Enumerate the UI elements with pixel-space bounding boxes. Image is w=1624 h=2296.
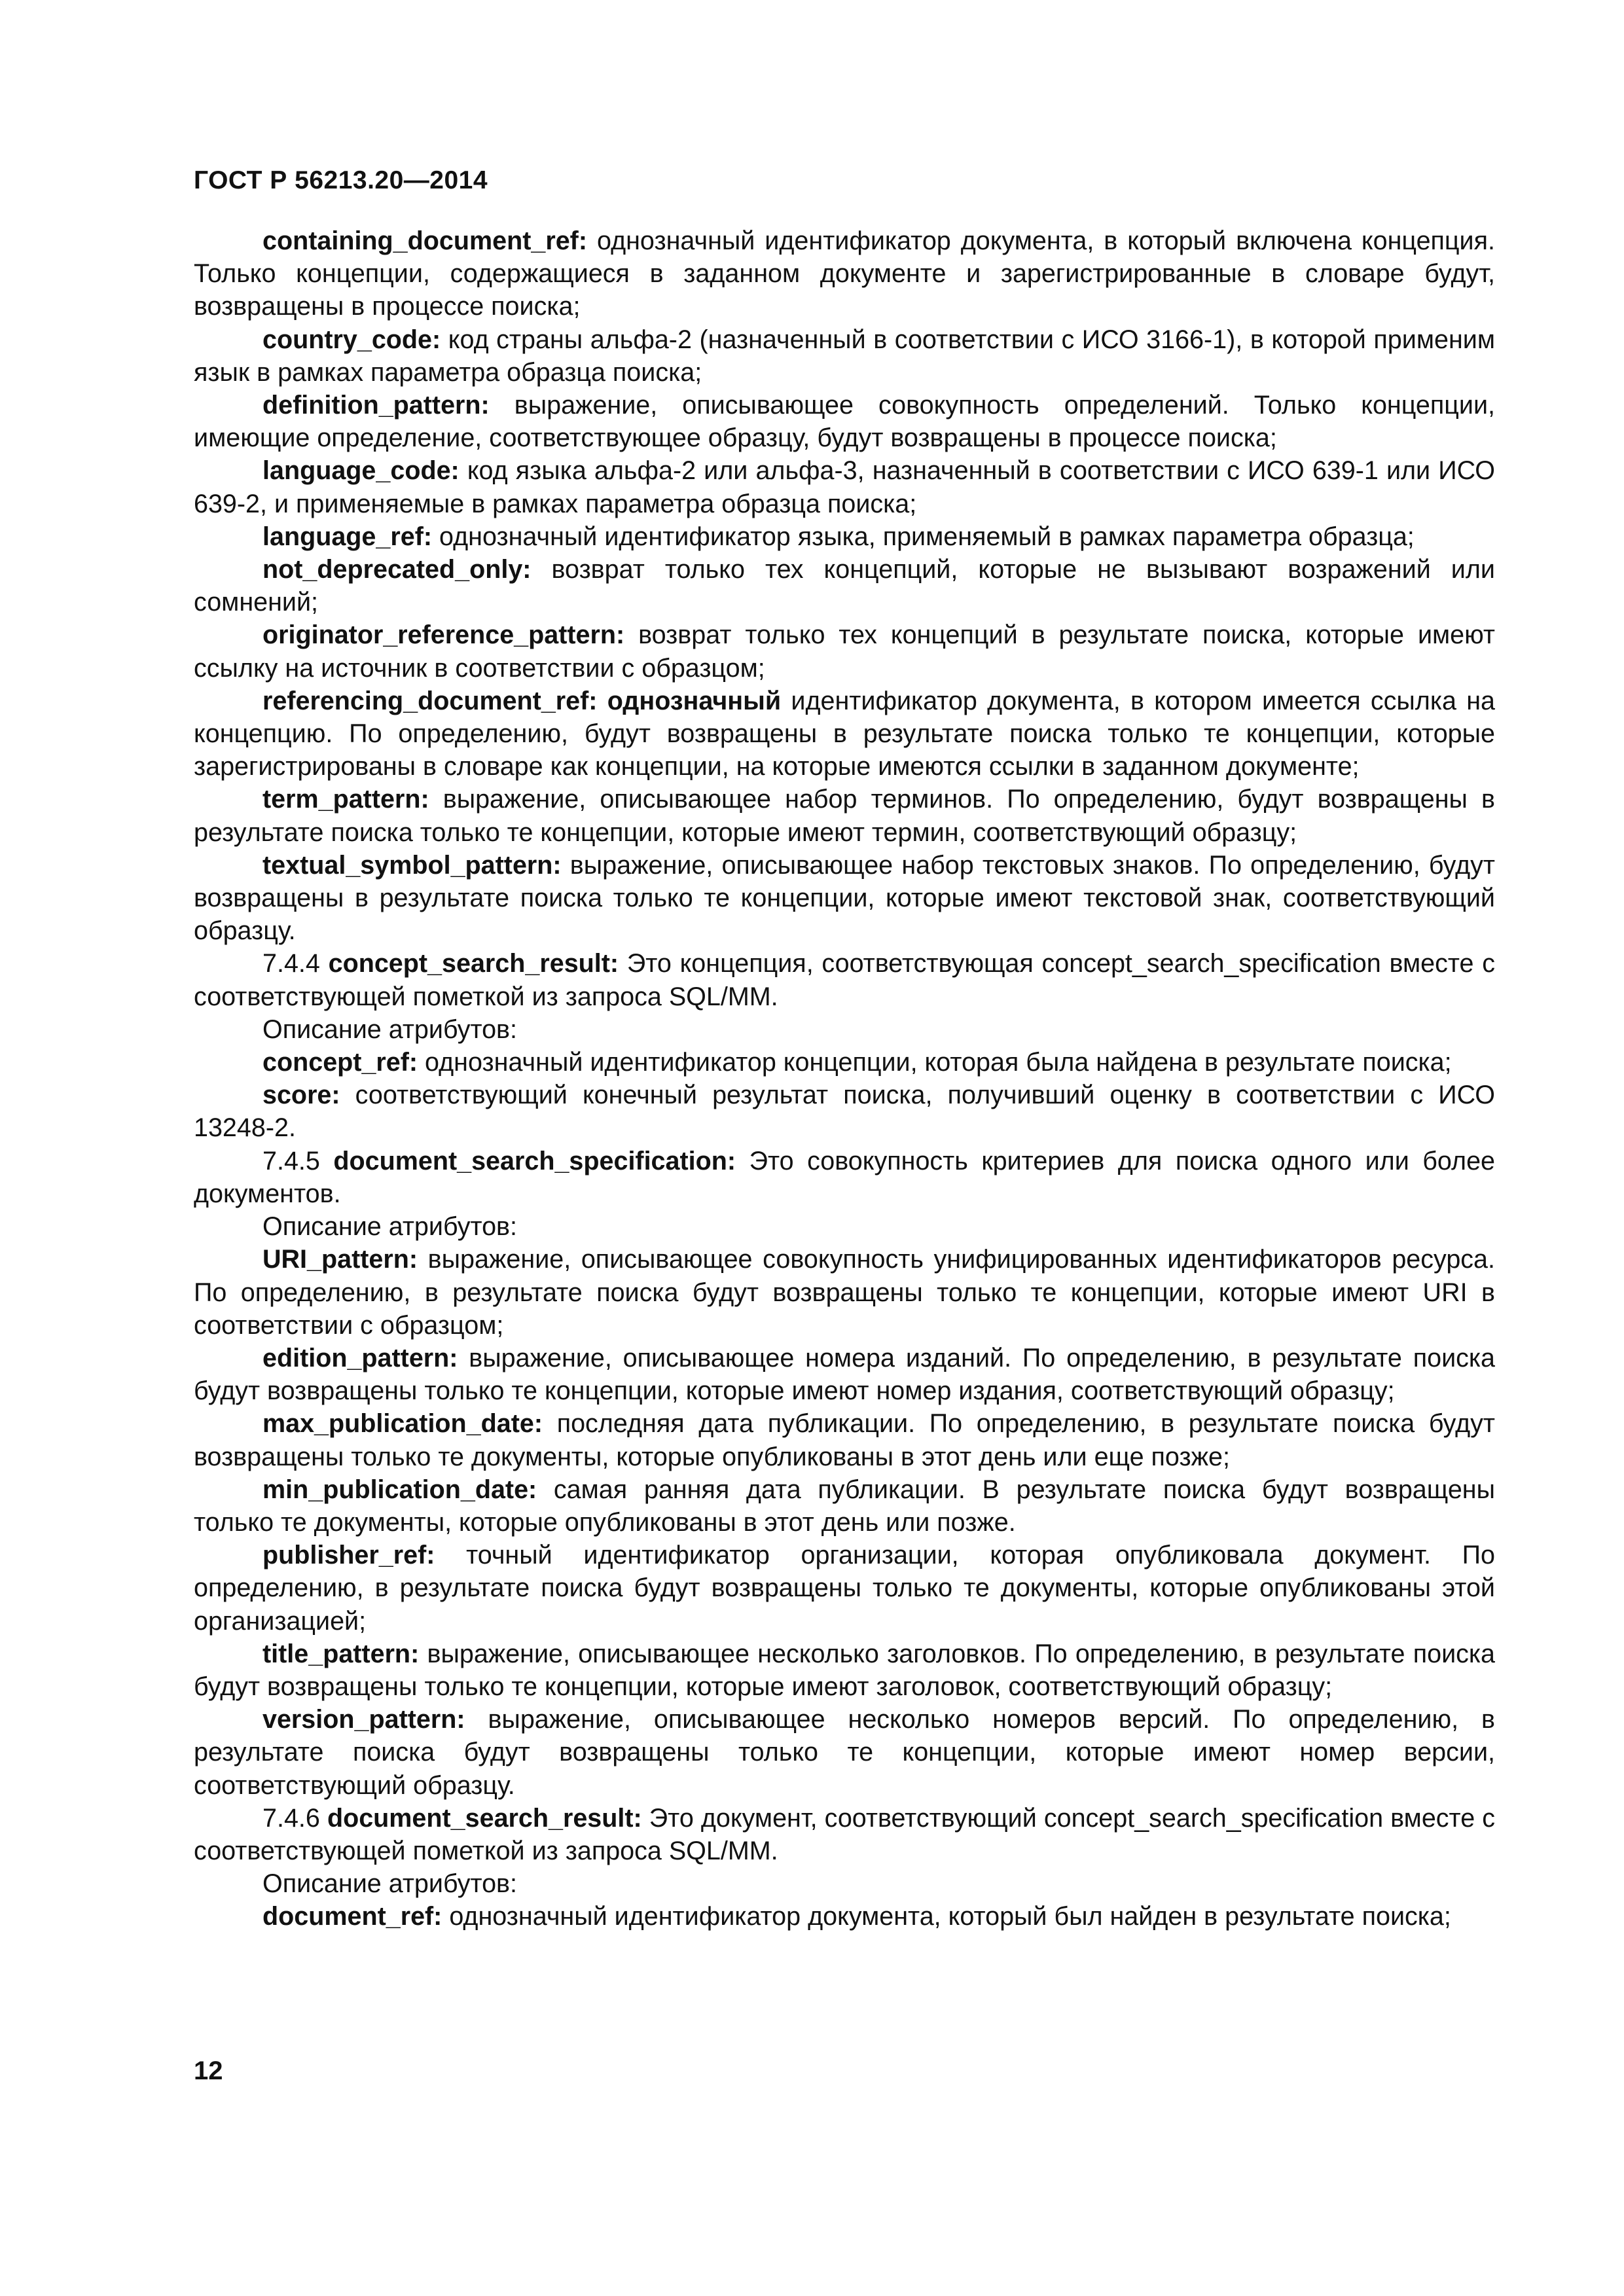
paragraph xyxy=(194,553,1495,619)
attribute-term: title_pattern: xyxy=(262,1639,420,1668)
paragraph-text: Это документ, соответствующий concept_search_specification вместе с соответствующей пометкой из запроса SQL/MM. xyxy=(194,1803,1496,1865)
paragraph-text: код языка альфа-2 или альфа-3, назначенный в соответствии с ИСО 639-1 или ИСО 639-2, и применяемые в рамках параметра образца поиска; xyxy=(194,456,1495,518)
attribute-term: concept_search_result: xyxy=(328,949,619,978)
clause-number: 7.4.6 xyxy=(262,1803,327,1833)
paragraph-text: выражение, описывающее несколько заголовков. По определению, в результате поиска будут возвращены только те концепции, которые имеют заголовок, соответствующий образцу; xyxy=(194,1639,1495,1701)
paragraph xyxy=(194,224,1495,323)
clause-number: 7.4.4 xyxy=(262,949,329,978)
paragraph xyxy=(194,1638,1495,1703)
paragraph-text: выражение, описывающее номера изданий. По определению, в результате поиска будут возвращены только те концепции, которые имеют номер издания, соответствующий образцу; xyxy=(194,1343,1495,1406)
paragraph-text: Описание атрибутов: xyxy=(262,1014,518,1044)
attribute-term: publisher_ref: xyxy=(262,1541,435,1570)
paragraph-text: выражение, описывающее совокупность определений. Только концепции, имеющие определение, соответствующее образцу, будут возвращены в процессе поиска; xyxy=(194,391,1495,453)
attribute-term: country_code: xyxy=(262,325,441,354)
paragraph-text: соответствующий конечный результат поиска, получивший оценку в соответствии с ИСО 13248-2. xyxy=(194,1081,1495,1143)
paragraph-text: идентификатор документа, в котором имеется ссылка на концепцию. По определению, будут возвращены в результате поиска только те концепции, которые зарегистрированы в словаре как концепции, на которые имеются ссылки в заданном документе; xyxy=(194,686,1495,781)
paragraph xyxy=(194,1900,1495,1933)
attribute-term: originator_reference_pattern: xyxy=(262,620,625,650)
paragraph xyxy=(194,849,1495,948)
paragraph-text: выражение, описывающее набор текстовых знаков. По определению, будут возвращены в результате поиска только те концепции, которые имеют текстовой знак, соответствующий образцу. xyxy=(194,850,1495,946)
attribute-term: containing_document_ref: xyxy=(262,226,587,255)
paragraph-text: возврат только тех концепций, которые не вызывают возражений или сомнений; xyxy=(194,555,1495,617)
paragraph-text: Описание атрибутов: xyxy=(262,1212,518,1242)
clause-number: 7.4.5 xyxy=(262,1146,334,1175)
paragraph xyxy=(194,1145,1495,1210)
attribute-term: not_deprecated_only: xyxy=(262,555,532,584)
attribute-term: language_code: xyxy=(262,456,460,486)
paragraph-text: точный идентификатор организации, которая опубликовала документ. По определению, в результате поиска будут возвращены только те документы, которые опубликованы этой организацией; xyxy=(194,1541,1495,1636)
paragraph-text: Это совокупность критериев для поиска одного или более документов. xyxy=(194,1146,1495,1208)
paragraph xyxy=(194,947,1495,1013)
paragraph xyxy=(194,1802,1495,1867)
attribute-term: edition_pattern: xyxy=(262,1343,458,1372)
attribute-term: concept_ref: xyxy=(262,1048,418,1077)
attribute-term: definition_pattern: xyxy=(262,391,490,420)
paragraph xyxy=(194,1243,1495,1342)
attribute-term: URI_pattern: xyxy=(262,1245,418,1274)
paragraph-text: однозначный идентификатор концепции, которая была найдена в результате поиска; xyxy=(418,1048,1452,1077)
paragraph xyxy=(194,1342,1495,1407)
paragraph xyxy=(194,1473,1495,1539)
paragraph-text: последняя дата публикации. По определению, в результате поиска будут возвращены только те документы, которые опубликованы в этот день или еще позже; xyxy=(194,1409,1495,1471)
paragraph-text: однозначный идентификатор языка, применяемый в рамках параметра образца; xyxy=(432,522,1415,551)
paragraph xyxy=(194,1703,1495,1802)
attribute-term: score: xyxy=(262,1081,340,1110)
paragraph xyxy=(194,323,1495,389)
attribute-term: textual_symbol_pattern: xyxy=(262,850,562,880)
paragraph-text: код страны альфа-2 (назначенный в соответствии с ИСО 3166-1), в которой применим язык в рамках параметра образца поиска; xyxy=(194,325,1495,387)
paragraph-text: Это концепция, соответствующая concept_search_specification вместе с соответствующей пометкой из запроса SQL/MM. xyxy=(194,949,1496,1011)
attribute-term: document_search_result: xyxy=(327,1803,642,1833)
paragraph xyxy=(194,454,1495,520)
paragraph-text: выражение, описывающее совокупность унифицированных идентификаторов ресурса. По определению, в результате поиска будут возвращены только те концепции, которые имеют URI в соответствии с образцом; xyxy=(194,1245,1495,1340)
paragraph-text: возврат только тех концепций в результате поиска, которые имеют ссылку на источник в соответствии с образцом; xyxy=(194,620,1495,683)
page-number: 12 xyxy=(194,2056,223,2085)
paragraph-text: Описание атрибутов: xyxy=(262,1869,518,1899)
attribute-term: referencing_document_ref: однозначный xyxy=(262,686,782,715)
paragraph-text: выражение, описывающее несколько номеров версий. По определению, в результате поиска будут возвращены только те концепции, которые имеют номер версии, соответствующий образцу. xyxy=(194,1705,1495,1800)
paragraph-text: однозначный идентификатор документа, в который включена концепция. Только концепции, содержащиеся в заданном документе и зарегистрированные в словаре будут, возвращены в процессе поиска; xyxy=(194,226,1495,321)
paragraph xyxy=(194,520,1495,553)
paragraph xyxy=(194,783,1495,848)
body-text xyxy=(194,224,1495,1933)
attribute-term: term_pattern: xyxy=(262,785,429,814)
paragraph xyxy=(194,1867,1495,1900)
paragraph-text: выражение, описывающее набор терминов. По определению, будут возвращены в результате поиска только те концепции, которые имеют термин, соответствующий образцу; xyxy=(194,785,1495,847)
paragraph xyxy=(194,619,1495,684)
paragraph xyxy=(194,1046,1495,1079)
paragraph xyxy=(194,389,1495,454)
attribute-term: min_publication_date: xyxy=(262,1475,537,1504)
paragraph xyxy=(194,685,1495,783)
standard-header: ГОСТ Р 56213.20—2014 xyxy=(194,166,488,194)
paragraph-text: самая ранняя дата публикации. В результате поиска будут возвращены только те документы, которые опубликованы в этот день или позже. xyxy=(194,1475,1495,1537)
paragraph xyxy=(194,1210,1495,1243)
attribute-term: document_search_specification: xyxy=(333,1146,736,1175)
attribute-term: version_pattern: xyxy=(262,1705,465,1734)
paragraph xyxy=(194,1407,1495,1473)
attribute-term: document_ref: xyxy=(262,1902,442,1931)
paragraph-text: однозначный идентификатор документа, который был найден в результате поиска; xyxy=(442,1902,1451,1931)
paragraph xyxy=(194,1013,1495,1046)
attribute-term: max_publication_date: xyxy=(262,1409,543,1439)
paragraph xyxy=(194,1539,1495,1638)
attribute-term: language_ref: xyxy=(262,522,433,551)
paragraph xyxy=(194,1079,1495,1144)
